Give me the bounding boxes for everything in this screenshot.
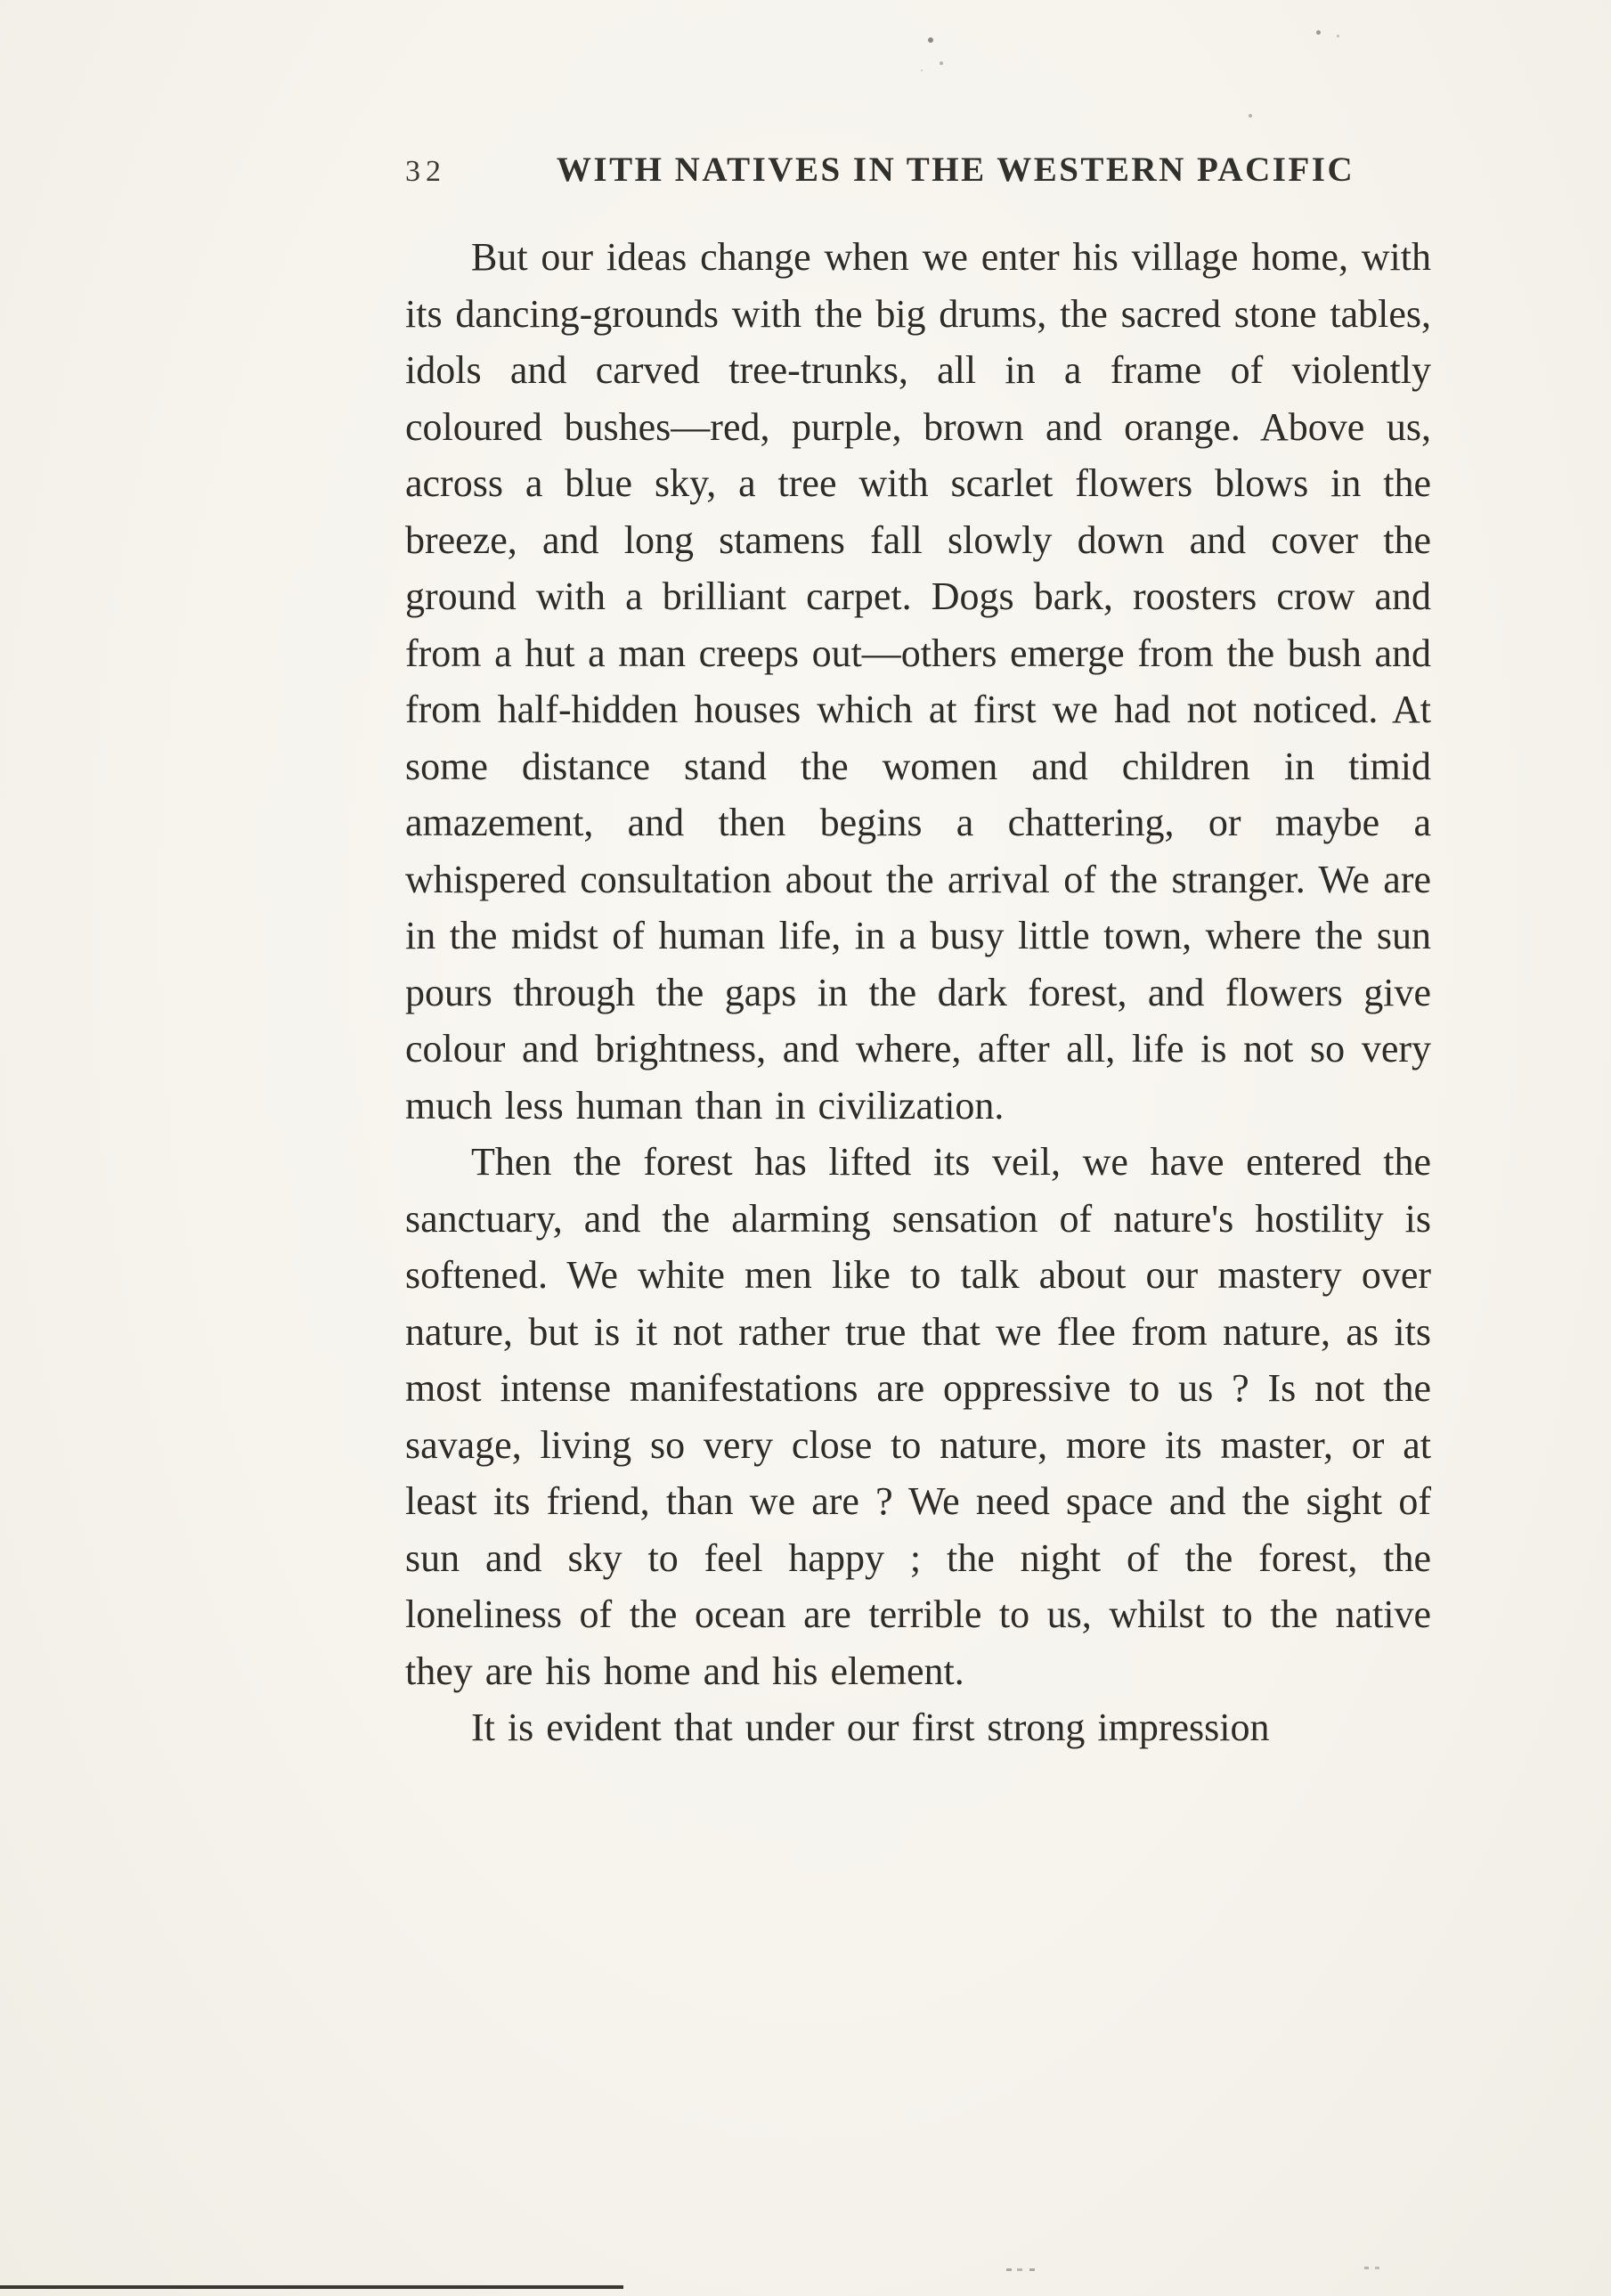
- scan-speck: [1316, 30, 1321, 35]
- paragraph-1: But our ideas change when we enter his village home, with its dancing-grounds with the big drums, the sacred stone tables, idols and carved tree-trunks, all in a frame of violently coloured bushes—red, purple, brown and orange. Above us, across a blue sky, a tree with scarlet flowers blows in the breeze, and long stamens fall slowly down and cover the ground with a brilliant carpet. Dogs bark, roosters crow and from a hut a man creeps out—others emerge from the bush and from half-hidden houses which at first we had not noticed. At some distance stand the women and children in timid amazement, and then begins a chattering, or maybe a whispered consultation about the arrival of the stranger. We are in the midst of human life, in a busy little town, where the sun pours through the gaps in the dark forest, and flowers give colour and brightness, and where, after all, life is not so very much less human than in civilization.: [405, 235, 1431, 1128]
- scan-edge-line: [0, 2285, 623, 2289]
- paragraph-2: Then the forest has lifted its veil, we have entered the sanctuary, and the alarming sensation of nature's hostility is softened. We white men like to talk about our mastery over nature, but is it not rather true that we flee from nature, as its most intense manifestations are oppressive to us ? Is not the savage, living so very close to nature, more its master, or at least its friend, than we are ? We need space and the sight of sun and sky to feel happy ; the night of the forest, the loneliness of the ocean are terrible to us, whilst to the native they are his home and his element.: [405, 1140, 1431, 1693]
- text-block: [405, 229, 1431, 1756]
- header-title: WITH NATIVES IN THE WESTERN PACIFIC: [556, 151, 1355, 189]
- page-content: [405, 150, 1431, 1756]
- scan-speck: [1364, 2267, 1387, 2269]
- scan-speck: [1249, 114, 1252, 118]
- scan-speck: [1006, 2268, 1042, 2271]
- paragraph-3: It is evident that under our first strong impression: [471, 1706, 1270, 1749]
- running-header: [405, 150, 1431, 190]
- scan-speck: [928, 37, 933, 43]
- page-number: 32: [405, 155, 446, 188]
